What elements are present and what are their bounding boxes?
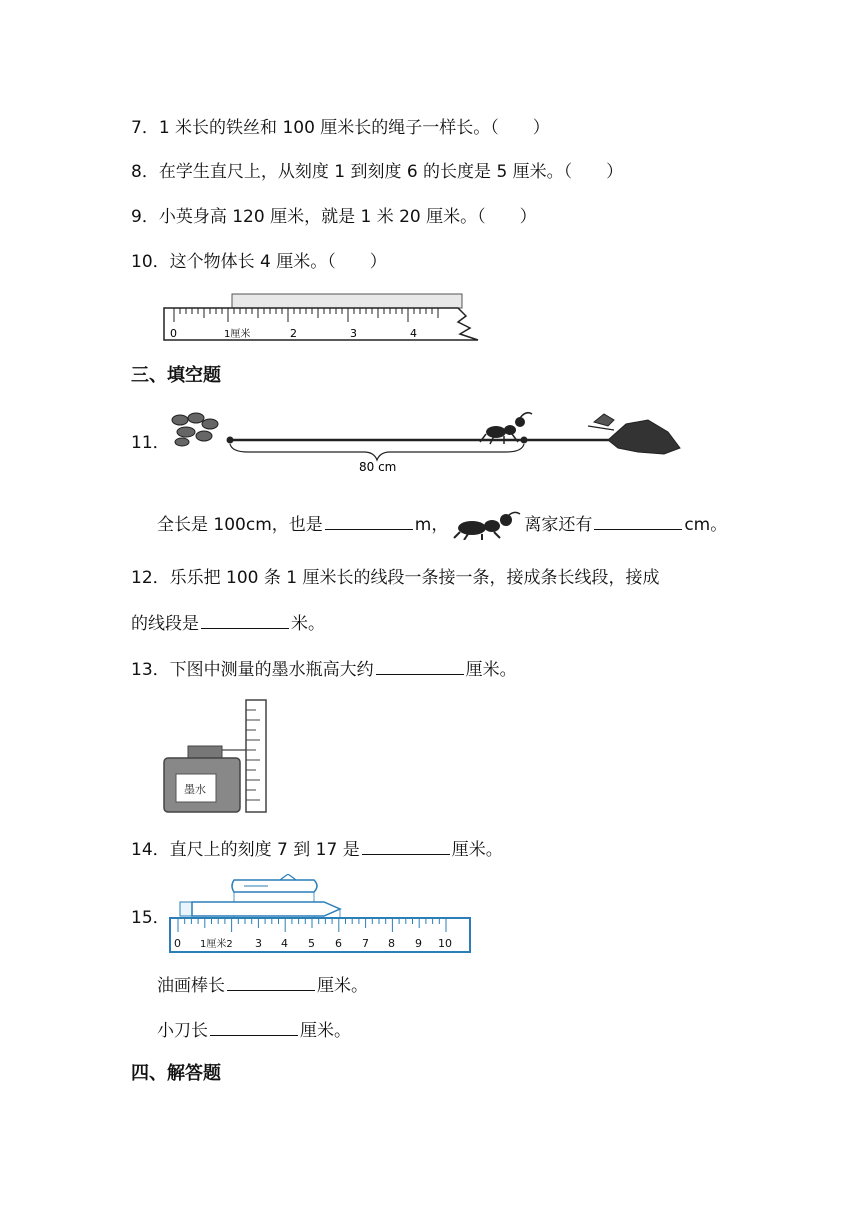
q11-figure — [168, 408, 690, 482]
section-4-heading: 四、解答题 — [131, 1063, 221, 1084]
q10-ruler-figure — [160, 292, 490, 346]
q15-tick-1: 1厘米2 — [200, 939, 233, 950]
start-point — [227, 437, 234, 444]
ruler-tick-4: 4 — [410, 327, 417, 340]
q15-ruler — [170, 918, 470, 952]
q15-crayon-text-a: 油画棒长 — [157, 976, 225, 996]
q15-knife-text-a: 小刀长 — [157, 1021, 208, 1041]
distance-label: 80 cm — [359, 460, 397, 474]
ruler-body — [164, 308, 478, 340]
q12-text-b: 米。 — [291, 614, 325, 634]
q15-tick-9: 9 — [415, 937, 422, 950]
q11-text-a: 全长是 100cm，也是 — [157, 515, 323, 535]
question-9: 9．小英身高 120 厘米，就是 1 米 20 厘米。（ ） — [131, 207, 537, 227]
measured-object — [232, 294, 462, 308]
vertical-ruler — [246, 700, 266, 812]
house-icon — [588, 414, 680, 454]
q11-blank-cm[interactable] — [594, 511, 682, 530]
q15-crayon-text-b: 厘米。 — [317, 976, 368, 996]
question-10: 10．这个物体长 4 厘米。（ ） — [131, 252, 387, 272]
q12-line-1: 12．乐乐把 100 条 1 厘米长的线段一条接一条，接成条长线段，接成 — [131, 568, 660, 588]
q13-text-a: 13．下图中测量的墨水瓶高大约 — [131, 660, 374, 680]
q11-text-b: m， — [414, 515, 449, 535]
ruler-tick-0: 0 — [170, 327, 177, 340]
q15-figure — [168, 874, 474, 956]
q15-crayon-blank[interactable] — [227, 972, 315, 991]
q13-line — [131, 656, 517, 682]
ink-bottle-label: 墨水 — [184, 783, 206, 796]
q15-tick-5: 5 — [308, 937, 315, 950]
q11-number: 11． — [131, 433, 170, 453]
q15-tick-3: 3 — [255, 937, 262, 950]
q13-blank[interactable] — [376, 656, 464, 675]
question-7: 7．1 米长的铁丝和 100 厘米长的绳子一样长。（ ） — [131, 118, 550, 138]
q15-tick-4: 4 — [281, 937, 288, 950]
q15-crayon-line — [157, 972, 368, 998]
q15-knife-line — [157, 1017, 351, 1043]
mid-point — [521, 437, 528, 444]
distance-brace — [230, 444, 524, 460]
ink-bottle-figure — [160, 696, 280, 816]
q15-tick-10: 10 — [438, 937, 452, 950]
stones-icon — [172, 413, 218, 446]
ruler-tick-3: 3 — [350, 327, 357, 340]
q11-text-c: 离家还有 — [524, 515, 593, 535]
q11-blank-meters[interactable] — [325, 511, 413, 530]
ruler-tick-1: 1厘米 — [224, 329, 251, 340]
q12-text-a: 的线段是 — [131, 614, 199, 634]
q15-tick-7: 7 — [362, 937, 369, 950]
q15-number: 15． — [131, 908, 170, 928]
q15-tick-8: 8 — [388, 937, 395, 950]
q15-tick-6: 6 — [335, 937, 342, 950]
section-3-heading: 三、填空题 — [131, 365, 221, 386]
q11-text-d: cm。 — [684, 515, 728, 535]
q14-blank[interactable] — [362, 836, 450, 855]
q14-text-b: 厘米。 — [451, 840, 503, 860]
q12-blank[interactable] — [201, 610, 289, 629]
ruler-tick-2: 2 — [290, 327, 297, 340]
q15-knife-text-b: 厘米。 — [300, 1021, 351, 1041]
q11-answer-line — [157, 510, 727, 540]
ink-bottle — [164, 746, 246, 812]
q15-knife-blank[interactable] — [210, 1017, 298, 1036]
q14-line — [131, 836, 503, 862]
question-8: 8．在学生直尺上，从刻度 1 到刻度 6 的长度是 5 厘米。（ ） — [131, 162, 624, 182]
q15-tick-0: 0 — [174, 937, 181, 950]
q14-text-a: 14．直尺上的刻度 7 到 17 是 — [131, 840, 360, 860]
q13-text-b: 厘米。 — [465, 660, 517, 680]
q12-line-2 — [131, 610, 325, 636]
ant-inline-icon — [450, 510, 522, 540]
